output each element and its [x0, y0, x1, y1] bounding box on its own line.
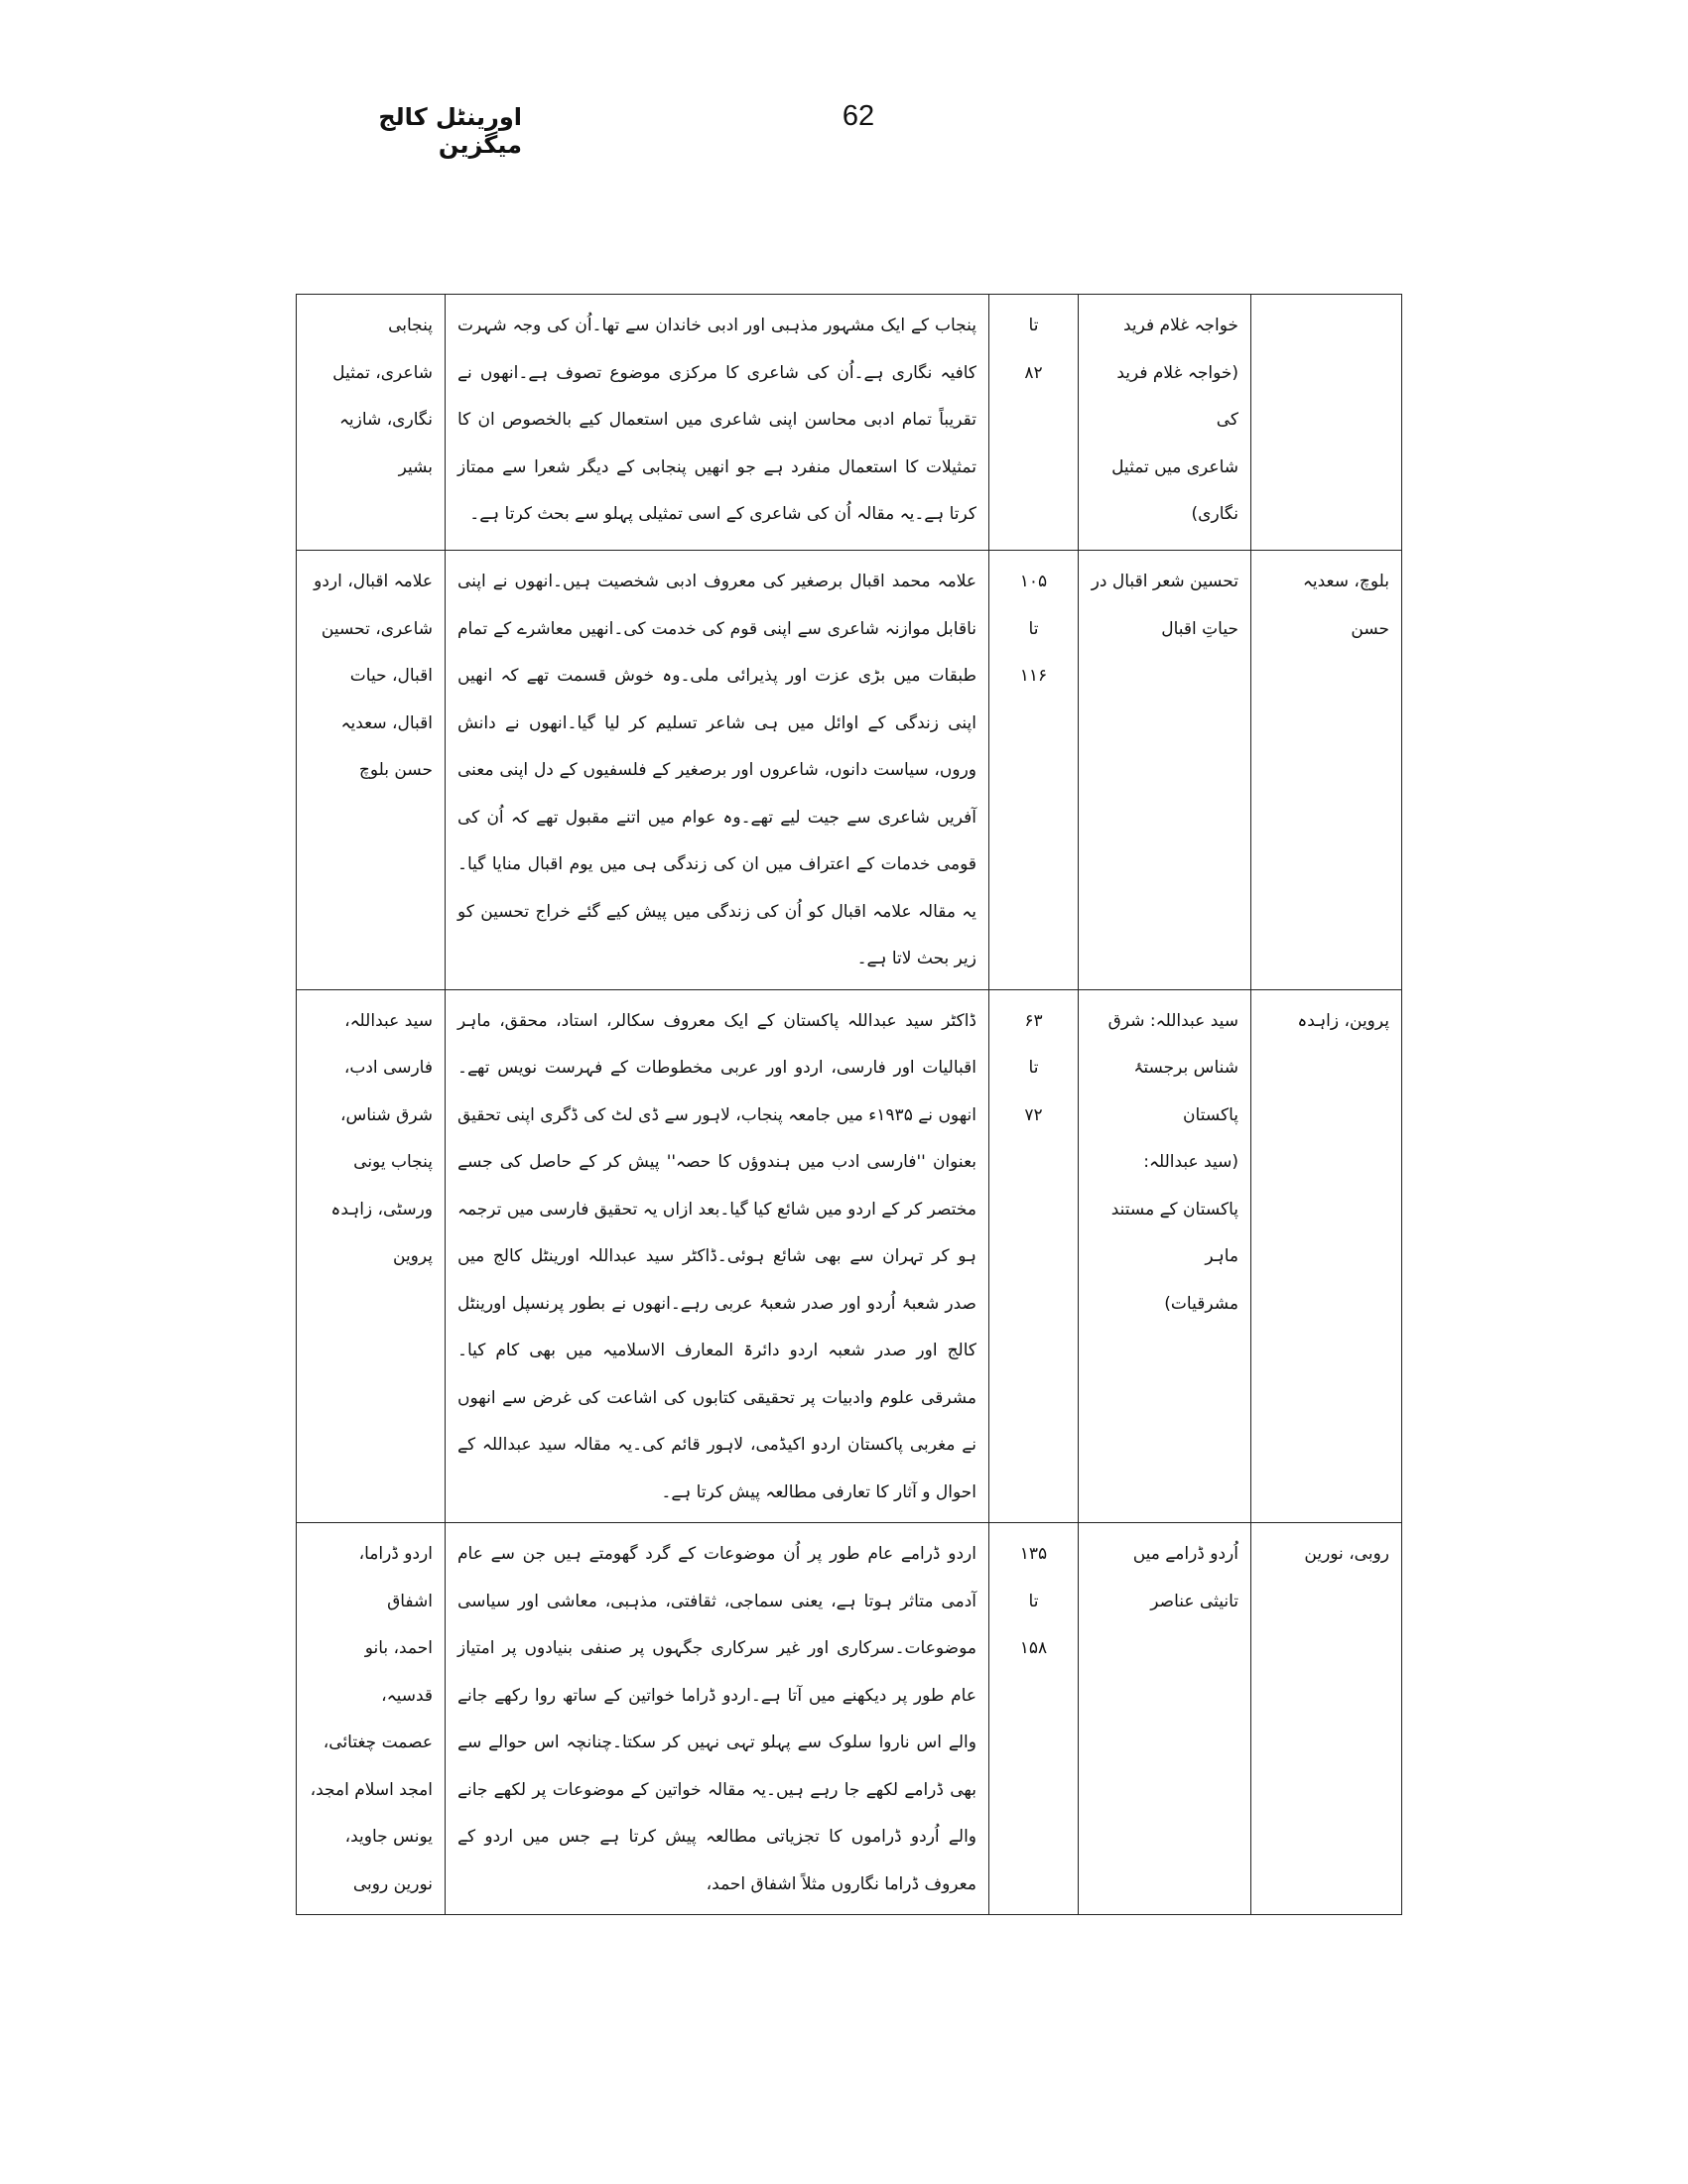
pages-cell [989, 295, 1079, 551]
keyword-line: احمد، بانو قدسیہ، [364, 1638, 433, 1706]
table-row [297, 989, 1402, 1523]
keyword-line: اردو ڈراما، اشفاق [358, 1544, 433, 1611]
pages-line: ۸۲ [1024, 362, 1043, 383]
title-cell [1079, 551, 1251, 990]
keyword-line: شاعری، تمثیل [332, 362, 433, 383]
title-line: مشرقیات) [1164, 1293, 1238, 1314]
pages-line: تا [1028, 316, 1039, 335]
title-cell [1079, 989, 1251, 1523]
keyword-line: علامہ اقبال، اردو [314, 572, 433, 591]
pages-line: تا [1028, 618, 1039, 639]
pages-line: تا [1028, 1058, 1039, 1078]
keyword-line: پنجاب یونی [353, 1152, 433, 1172]
pages-cell [989, 551, 1079, 990]
keyword-line: حسن بلوچ [358, 760, 433, 780]
keyword-line: شرق شناس، [339, 1104, 433, 1125]
table-row [297, 1523, 1402, 1915]
pages-line: تا [1028, 1591, 1039, 1611]
author-cell [1251, 295, 1402, 551]
keyword-line: فارسی ادب، [343, 1058, 433, 1078]
title-line: نگاری) [1191, 504, 1238, 524]
abstract-cell: پنجاب کے ایک مشہور مذہبی اور ادبی خاندان سے تھا۔اُن کی وجہ شہرت کافیہ نگاری ہے۔اُن کی شاعری کا مرکزی موضوع تصوف ہے۔انھوں نے تقریباً تمام ادبی محاسن اپنی شاعری میں استعمال کیے بالخصوص ان کا تمثیلات کا استعمال منفرد ہے جو انھیں پنجابی کے دیگر شعرا سے ممتاز کرتا ہے۔یہ مقالہ اُن کی شاعری کے اسی تمثیلی پہلو سے بحث کرتا ہے۔ [446, 295, 989, 551]
title-line: شاعری میں تمثیل [1111, 456, 1238, 477]
keyword-line: عصمت چغتائی، [323, 1733, 433, 1752]
author-line: حسن [1351, 618, 1389, 639]
keyword-line: پنجابی [388, 316, 433, 335]
table-row [297, 551, 1402, 990]
title-line: سید عبداللہ: شرق [1107, 1010, 1238, 1031]
author-cell [1251, 989, 1402, 1523]
keywords-cell [297, 989, 446, 1523]
keyword-line: ورسٹی، زاہدہ [330, 1199, 433, 1220]
keyword-line: اقبال، حیات [349, 666, 433, 686]
pages-line: ۱۳۵ [1019, 1544, 1048, 1564]
title-line: (سید عبداللہ: [1143, 1152, 1238, 1172]
author-line: بلوچ، سعدیہ [1302, 572, 1389, 591]
pages-cell [989, 989, 1079, 1523]
keyword-line: بشیر [398, 456, 433, 477]
keyword-line: نورین روبی [352, 1873, 433, 1894]
abstract-cell: علامہ محمد اقبال برصغیر کی معروف ادبی شخصیت ہیں۔انھوں نے اپنی ناقابل موازنہ شاعری سے اپنی قوم کی خدمت کی۔انھیں معاشرے کے تمام طبقات میں بڑی عزت اور پذیرائی ملی۔وہ خوش قسمت تھے کہ انھیں اپنی زندگی کے اوائل میں ہی شاعر تسلیم کر لیا گیا۔انھوں نے دانش وروں، سیاست دانوں، شاعروں اور برصغیر کے فلسفیوں کے دل اپنی معنی آفریں شاعری سے جیت لیے تھے۔وہ عوام میں اتنے مقبول تھے کہ اُن کی قومی خدمات کے اعتراف میں ان کی زندگی ہی میں یوم اقبال منایا گیا۔یہ مقالہ علامہ اقبال کو اُن کی زندگی میں پیش کیے گئے خراج تحسین کو زیر بحث لاتا ہے۔ [446, 551, 989, 990]
author-line: پروین، زاہدہ [1297, 1010, 1389, 1031]
keyword-line: اقبال، سعدیہ [340, 712, 433, 733]
author-cell [1251, 1523, 1402, 1915]
table-row [297, 295, 1402, 551]
keyword-line: نگاری، شازیہ [338, 410, 433, 430]
author-cell [1251, 551, 1402, 990]
author-line: روبی، نورین [1304, 1544, 1389, 1564]
article-index-table [296, 294, 1402, 1915]
title-line: خواجہ غلام فرید [1122, 316, 1238, 335]
title-line: تحسین شعر اقبال در [1091, 572, 1238, 591]
title-line: تانیثی عناصر [1150, 1591, 1238, 1611]
abstract-cell: اردو ڈرامے عام طور پر اُن موضوعات کے گرد گھومتے ہیں جن سے عام آدمی متاثر ہوتا ہے، یعنی سماجی، ثقافتی، مذہبی، معاشی اور سیاسی موضوعات۔سرکاری اور غیر سرکاری جگہوں پر صنفی بنیادوں پر امتیاز عام طور پر دیکھنے میں آتا ہے۔اردو ڈراما خواتین کے ساتھ روا رکھے جانے والے اس ناروا سلوک سے پہلو تہی نہیں کر سکتا۔چنانچہ اس حوالے سے بھی ڈرامے لکھے جا رہے ہیں۔یہ مقالہ خواتین کے موضوعات پر لکھے جانے والے اُردو ڈراموں کا تجزیاتی مطالعہ پیش کرتا ہے جس میں اردو کے معروف ڈراما نگاروں مثلاً اشفاق احمد، [446, 1523, 989, 1915]
title-line: شناس برجستۂ پاکستان [1133, 1058, 1238, 1125]
pages-cell [989, 1523, 1079, 1915]
keyword-line: امجد اسلام امجد، [310, 1779, 433, 1800]
pages-line: ۱۰۵ [1019, 572, 1048, 591]
keywords-cell [297, 551, 446, 990]
title-line: حیاتِ اقبال [1161, 618, 1238, 639]
keyword-line: شاعری، تحسین [321, 618, 433, 639]
title-line: اُردو ڈرامے میں [1132, 1544, 1238, 1564]
keywords-cell [297, 1523, 446, 1915]
keyword-line: سید عبداللہ، [344, 1010, 433, 1031]
abstract-cell: ڈاکٹر سید عبداللہ پاکستان کے ایک معروف سکالر، استاد، محقق، ماہر اقبالیات اور فارسی، اردو اور عربی مخطوطات کے فہرست نویس تھے۔انھوں نے ۱۹۳۵ء میں جامعہ پنجاب، لاہور سے ڈی لٹ کی ڈگری اپنی تحقیق بعنوان ''فارسی ادب میں ہندوؤں کا حصہ'' پیش کر کے حاصل کی جسے مختصر کر کے اردو میں شائع کیا گیا۔بعد ازاں یہ تحقیق فارسی میں ترجمہ ہو کر تہران سے بھی شائع ہوئی۔ڈاکٹر سید عبداللہ اورینٹل کالج میں صدر شعبۂ اُردو اور صدر شعبۂ عربی رہے۔انھوں نے بطور پرنسپل اورینٹل کالج اور صدر شعبہ اردو دائرۃ المعارف الاسلامیہ میں بھی کام کیا۔مشرقی علوم وادبیات پر تحقیقی کتابوں کی اشاعت کی غرض سے انھوں نے مغربی پاکستان اردو اکیڈمی، لاہور قائم کی۔یہ مقالہ سید عبداللہ کے احوال و آثار کا تعارفی مطالعہ پیش کرتا ہے۔ [446, 989, 989, 1523]
pages-line: ۱۵۸ [1019, 1638, 1048, 1658]
keywords-cell [297, 295, 446, 551]
keyword-line: یونس جاوید، [344, 1827, 433, 1847]
pages-line: ۱۱۶ [1019, 666, 1048, 686]
title-line: (خواجہ غلام فرید کی [1116, 362, 1238, 430]
page-number: 62 [842, 100, 875, 132]
pages-line: ۷۲ [1024, 1104, 1043, 1125]
journal-title: اورینٹل کالج میگزین [378, 103, 522, 159]
keyword-line: پروین [393, 1246, 433, 1266]
title-cell [1079, 1523, 1251, 1915]
pages-line: ۶۳ [1024, 1010, 1043, 1031]
title-line: پاکستان کے مستند ماہر [1110, 1199, 1238, 1266]
title-cell [1079, 295, 1251, 551]
